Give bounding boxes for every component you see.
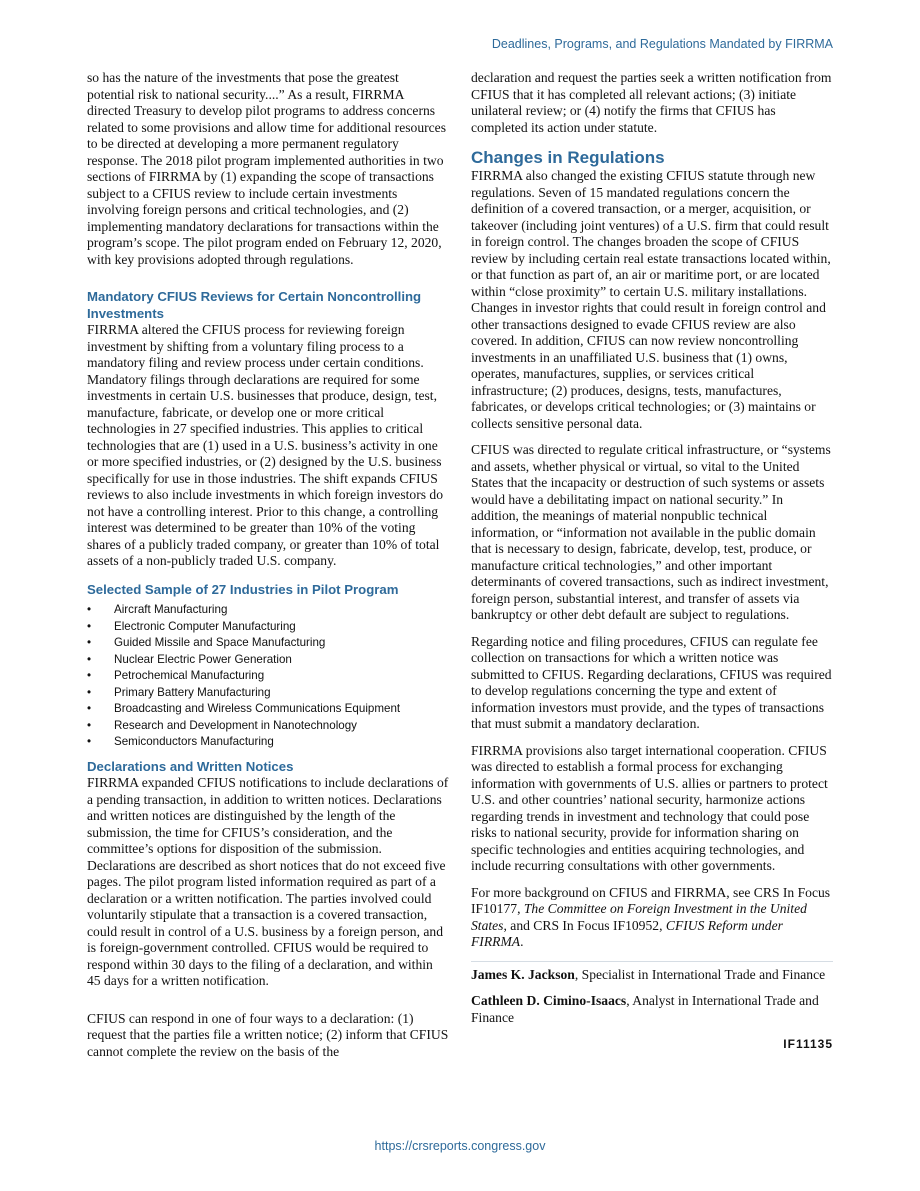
continuation-paragraph: declaration and request the parties seek a written notification from CFIUS that it has completed all relevant actions; (3) initiate unilateral review; or (4) notify the firms that CFIUS has completed its action under statute.: [471, 70, 832, 135]
list-item: • Broadcasting and Wireless Communications Equipment: [87, 701, 449, 718]
intro-paragraph: so has the nature of the investments that pose the greatest potential risk to national security....” As a result, FIRRMA directed Treasury to develop pilot programs to address concerns related to some provisions and allow time for additional resources to be directed at developing a more permanent regulatory response. The 2018 pilot program implemented authorities in two sections of FIRRMA by (1) expanding the scope of transactions subject to a CFIUS review to include certain investments involving foreign persons and critical technologies, and (2) implementing mandatory declarations for transactions within the program’s scope. The pilot program ended on February 12, 2020, with key provisions adopted through regulations.: [87, 70, 447, 267]
background-lead: For more background on CFIUS and FIRRMA, see CRS In Focus IF10177,: [471, 884, 831, 916]
list-item: • Nuclear Electric Power Generation: [87, 652, 449, 669]
industries-heading: Selected Sample of 27 Industries in Pilot Program: [87, 581, 399, 597]
industries-list: [87, 602, 449, 751]
list-item: • Petrochemical Manufacturing: [87, 668, 449, 685]
background-end: .: [520, 934, 524, 949]
list-item: • Electronic Computer Manufacturing: [87, 619, 449, 636]
list-item: • Primary Battery Manufacturing: [87, 685, 449, 702]
author-2-role: , Analyst in International Trade and Finance: [471, 993, 819, 1025]
notice-paragraph: Regarding notice and filing procedures, CFIUS can regulate fee collection on transactions for which a written notice was submitted to CFIUS. Regarding declarations, CFIUS was required to develop regulations concerning the type and extent of information investors must provide, and the types of transactions that must submit a mandatory declaration.: [471, 633, 832, 731]
author-1-role: , Specialist in International Trade and Finance: [574, 966, 826, 982]
background-title-2: CFIUS Reform under FIRRMA: [471, 917, 783, 949]
left-column: [87, 70, 449, 1060]
declarations-paragraph: FIRRMA expanded CFIUS notifications to include declarations of a pending transaction, in addition to written notices. Declarations and written notices are distinguished by the length of the submission, the time for CFIUS’s consideration, and the committee’s options for disposition of the submission. Declarations are described as short notices that do not exceed five pages. The pilot program listed information required as part of a declaration or a written notification. The parties involved could voluntarily stipulate that a transaction is a covered transaction, could result in control of a U.S. business by a foreign person, and is foreign-government controlled. CFIUS would be required to respond within 30 days to the filing of a declaration, and within 45 days for a written notification.: [87, 775, 449, 988]
background-paragraph: [471, 885, 833, 951]
changes-paragraph: FIRRMA also changed the existing CFIUS statute through new regulations. Seven of 15 mandated regulations concern the definition of a covered transaction, or a merger, acquisition, or takeover (including joint ventures) of a U.S. firm that could result in foreign control. The changes broaden the scope of CFIUS review by including certain real estate transactions located within, or that function as part of, an air or maritime port, or are located within “close proximity” to certain U.S. military installations. Changes in investor rights that could result in foreign control and other transactions designed to evade CFIUS review are also covered. In addition, CFIUS can now review noncontrolling investments in an unaffiliated U.S. business that (1) owns, operates, manufactures, supplies, or services critical infrastructure; (2) produces, designs, tests, manufactures, fabricates, or develops critical technologies; or (3) maintains or collects sensitive personal data.: [471, 168, 831, 431]
list-item: • Research and Development in Nanotechnology: [87, 718, 449, 735]
list-item: • Semiconductors Manufacturing: [87, 734, 449, 751]
changes-heading: Changes in Regulations: [471, 148, 665, 167]
responses-paragraph: CFIUS can respond in one of four ways to a declaration: (1) request that the parties file a written notice; (2) inform that CFIUS cannot complete the review on the basis of the: [87, 1010, 449, 1059]
author-divider: [471, 961, 833, 962]
list-item: • Guided Missile and Space Manufacturing: [87, 635, 449, 652]
author-1-name: James K. Jackson: [471, 966, 575, 982]
running-header: Deadlines, Programs, and Regulations Mandated by FIRRMA: [491, 37, 833, 51]
right-column: [471, 70, 833, 1053]
author-2-name: Cathleen D. Cimino-Isaacs: [471, 993, 627, 1008]
document-id: IF11135: [783, 1037, 833, 1051]
footer-url-link[interactable]: https://crsreports.congress.gov: [374, 1139, 546, 1153]
background-title-1: The Committee on Foreign Investment in the United States: [471, 901, 807, 933]
mandatory-reviews-heading: Mandatory CFIUS Reviews for Certain Noncontrolling Investments: [87, 289, 422, 321]
mandatory-reviews-paragraph: FIRRMA altered the CFIUS process for reviewing foreign investment by shifting from a voluntary filing process to a mandatory filing and review process under certain conditions. Mandatory filings through declarations are required for some investments in certain U.S. businesses that produce, design, test, manufacture, fabricate, or develop one or more critical technologies in 27 specified industries. This applies to critical technologies that are (1) used in a U.S. business’s activity in one or more specified industries, or (2) designed by the U.S. business specifically for use in those industries. The shift expands CFIUS reviews to also include investments in which foreign investors do not have a controlling interest. Prior to this change, a controlling interest was determined to be greater than 10% of the voting shares of a publicly traded company, or greater than 10% of total assets of a non-publicly traded U.S. company.: [87, 322, 444, 568]
background-mid: , and CRS In Focus IF10952,: [503, 917, 666, 933]
declarations-heading: Declarations and Written Notices: [87, 758, 294, 774]
list-item: • Aircraft Manufacturing: [87, 602, 449, 619]
infrastructure-paragraph: CFIUS was directed to regulate critical infrastructure, or “systems and assets, whether physical or virtual, so vital to the United States that the incapacity or destruction of such systems or assets would have a debilitating impact on national security.” In addition, the meanings of material nonpublic technical information, or “information not available in the public domain that is necessary to design, fabricate, develop, test, produce, or manufacture critical technologies,” and other important determinants of covered transactions, such as indirect investment, foreign person, substantial interest, and transfer of assets via bankruptcy or other debt default are subject to regulations.: [471, 442, 831, 622]
author-2: [471, 993, 833, 1026]
author-1: [471, 967, 833, 984]
cooperation-paragraph: FIRRMA provisions also target international cooperation. CFIUS was directed to establish a formal process for exchanging information with governments of U.S. allies or partners to protect U.S. and other countries’ national security, harmonize actions regarding trends in investment and technology that could pose risks to national security, provide for information sharing on specific technologies and entities acquiring technologies, and include recurring consultations with other governments.: [471, 742, 828, 873]
